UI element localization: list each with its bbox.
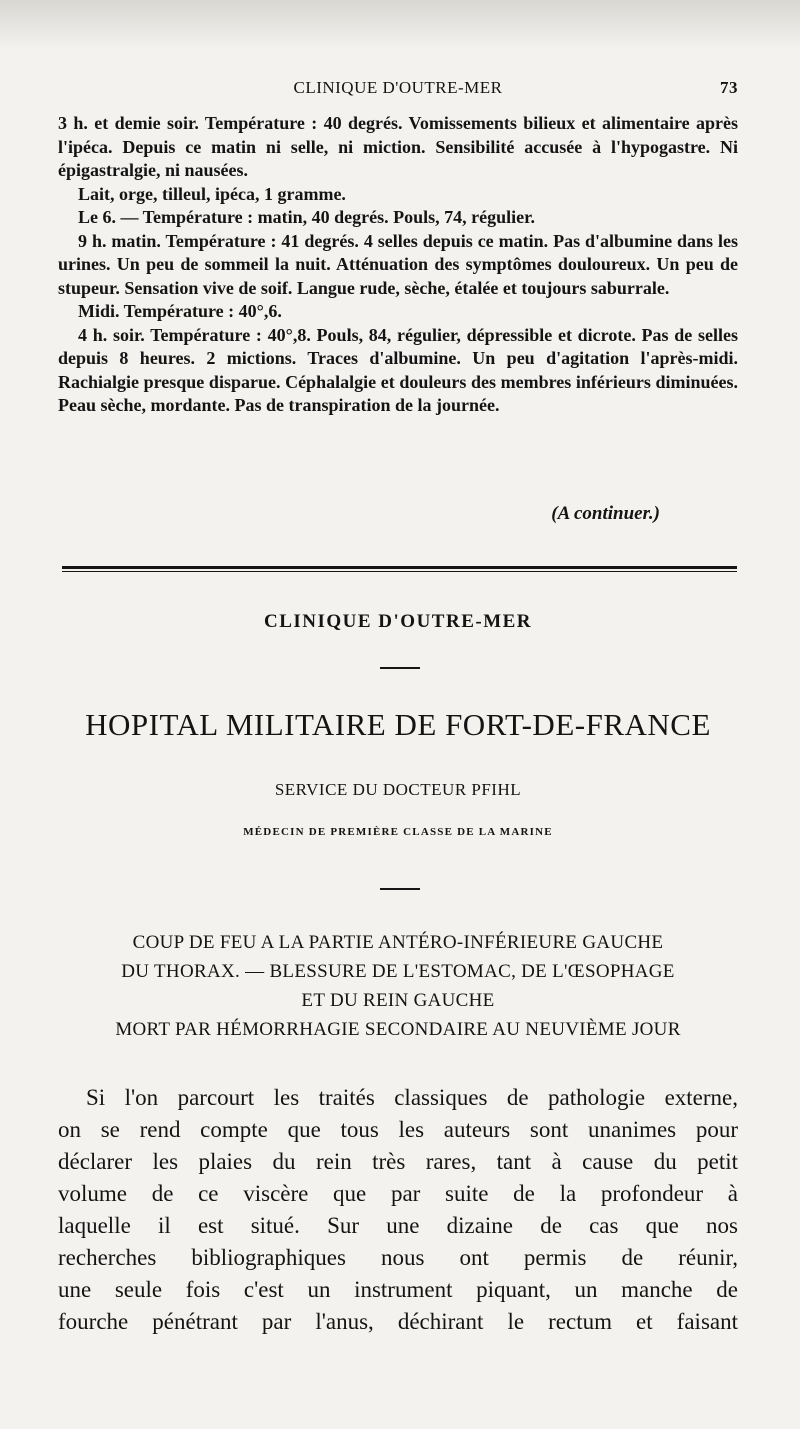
body-line: recherches bibliographiques nous ont permis de réunir,: [58, 1245, 738, 1270]
case-title-line: ET DU REIN GAUCHE: [301, 990, 495, 1011]
clinical-notes: [58, 112, 738, 418]
case-title: [58, 928, 738, 1044]
page-top-shadow: [0, 0, 800, 50]
case-title-line: DU THORAX. — BLESSURE DE L'ESTOMAC, DE L'ŒSOPHAGE: [121, 961, 675, 982]
page-number: 73: [720, 78, 738, 97]
to-continue-note: (A continuer.): [551, 503, 660, 524]
section-title: CLINIQUE D'OUTRE-MER: [263, 611, 533, 632]
note-paragraph: Midi. Température : 40°,6.: [78, 301, 282, 321]
section-divider: [62, 566, 737, 572]
page-header: [58, 78, 738, 102]
hospital-name: HOPITAL MILITAIRE DE FORT-DE-FRANCE: [85, 707, 711, 742]
case-title-line: COUP DE FEU A LA PARTIE ANTÉRO-INFÉRIEURE GAUCHE: [132, 932, 664, 953]
case-title-line: MORT PAR HÉMORRHAGIE SECONDAIRE AU NEUVIÈME JOUR: [115, 1019, 681, 1040]
body-line: laquelle il est situé. Sur une dizaine de cas que nos: [58, 1213, 738, 1238]
note-paragraph: 4 h. soir. Température : 40°,8. Pouls, 84, régulier, dépressible et dicrote. Pas de selles depuis 8 heures. 2 mictions. Traces d'albumine. Un peu d'agitation l'après-midi. Rachialgie presque disparue. Céphalalgie et douleurs des membres inférieurs diminuées. Peau sèche, mordante. Pas de transpiration de la journée.: [58, 324, 738, 415]
short-rule: [380, 888, 420, 890]
note-paragraph: 3 h. et demie soir. Température : 40 degrés. Vomissements bilieux et alimentaire après l'ipéca. Depuis ce matin ni selle, ni miction. Sensibilité accusée à l'hypogastre. Ni épigastralgie, ni nausées.: [58, 113, 738, 180]
body-line: une seule fois c'est un instrument piquant, un manche de: [58, 1277, 738, 1302]
note-paragraph: Lait, orge, tilleul, ipéca, 1 gramme.: [78, 183, 346, 204]
body-line: on se rend compte que tous les auteurs sont unanimes pour: [58, 1117, 738, 1142]
note-paragraph: 9 h. matin. Température : 41 degrés. 4 selles depuis ce matin. Pas d'albumine dans les urines. Un peu de sommeil la nuit. Atténuation des symptômes douloureux. Un peu de stupeur. Sensation vive de soif. Langue rude, sèche, étalée et toujours saburrale.: [58, 230, 738, 298]
body-line: déclarer les plaies du rein très rares, tant à cause du petit: [58, 1149, 738, 1174]
doctor-rank: MÉDECIN DE PREMIÈRE CLASSE DE LA MARINE: [243, 826, 553, 838]
body-line: volume de ce viscère que par suite de la profondeur à: [58, 1181, 738, 1206]
running-title: CLINIQUE D'OUTRE-MER: [293, 78, 503, 97]
body-line: fourche pénétrant par l'anus, déchirant le rectum et faisant: [58, 1309, 738, 1334]
short-rule: [380, 667, 420, 669]
article-body: [58, 1082, 738, 1338]
body-line: Si l'on parcourt les traités classiques de pathologie externe,: [86, 1085, 738, 1110]
service-line: SERVICE DU DOCTEUR PFIHL: [274, 780, 522, 799]
note-paragraph: Le 6. — Température : matin, 40 degrés. Pouls, 74, régulier.: [78, 207, 535, 227]
